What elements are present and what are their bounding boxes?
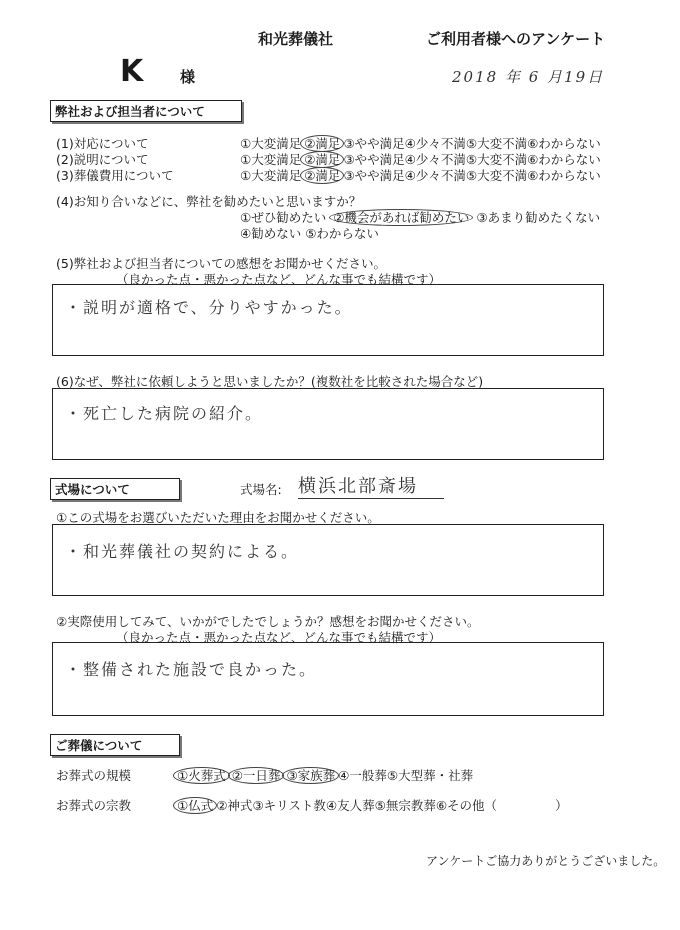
customer-initial: K	[120, 54, 144, 89]
survey-date: 2018 年 6 月19日	[452, 68, 605, 86]
q1-option-2-selected[interactable]: ②満足	[300, 135, 344, 152]
question-options-3	[240, 166, 601, 184]
scale-option-5[interactable]: ⑤大型葬・社葬	[386, 768, 474, 783]
q4-option-4[interactable]: ④勧めない	[240, 226, 302, 241]
q3-option-2-selected[interactable]: ②満足	[300, 167, 344, 184]
religion-option-2[interactable]: ②神式	[216, 798, 253, 813]
scale-option-1-selected[interactable]: ①火葬式	[173, 767, 230, 784]
q6-label: (6)なぜ、弊社に依頼しようと思いましたか？(複数社を比較された場合など)	[56, 374, 484, 389]
q3-option-4[interactable]: ④少々不満	[404, 168, 466, 183]
q5-sub: （良かった点・悪かった点など、どんな事でも結構です）	[116, 272, 442, 287]
religion-option-1-selected[interactable]: ①仏式	[173, 797, 217, 814]
q3-option-1[interactable]: ①大変満足	[240, 168, 302, 183]
company-name: 和光葬儀社	[258, 30, 334, 48]
q4-options-line2	[240, 224, 379, 242]
venue-q1-answer-box[interactable]	[52, 524, 604, 596]
q1-option-4[interactable]: ④少々不満	[404, 136, 466, 151]
q3-option-5[interactable]: ⑤大変不満	[465, 168, 528, 183]
q1-option-3[interactable]: ③やや満足	[343, 136, 405, 151]
q1-option-5[interactable]: ⑤大変不満	[465, 136, 528, 151]
q4-label: (4)お知り合いなどに、弊社を勧めたいと思いますか？	[56, 194, 362, 209]
venue-q2-answer-box[interactable]	[52, 642, 604, 716]
q4-option-3[interactable]: ③あまり勧めたくない	[476, 210, 601, 225]
question-label-1: (1)対応について	[56, 136, 149, 151]
q5-label: (5)弊社および担当者についての感想をお聞かせください。	[56, 256, 386, 271]
q2-option-3[interactable]: ③やや満足	[343, 152, 405, 167]
q2-option-4[interactable]: ④少々不満	[404, 152, 466, 167]
survey-title: ご利用者様へのアンケート	[426, 30, 606, 48]
q5-answer: ・説明が適格で、分りやすかった。	[65, 298, 353, 317]
q4-option-5[interactable]: ⑤わからない	[305, 226, 379, 241]
funeral-scale-options	[174, 766, 473, 784]
q2-option-1[interactable]: ①大変満足	[240, 152, 302, 167]
venue-q1-label: ①この式場をお選びいただいた理由をお聞かせください。	[56, 510, 380, 525]
scale-option-4[interactable]: ④一般葬	[338, 768, 387, 783]
funeral-religion-label: お葬式の宗教	[56, 798, 132, 813]
question-label-3: (3)葬儀費用について	[56, 168, 174, 183]
q1-option-1[interactable]: ①大変満足	[240, 136, 302, 151]
q6-answer-box[interactable]	[52, 388, 604, 460]
q4-option-2-selected[interactable]: ②機会があれば勧めたい	[329, 209, 473, 226]
section-tag-venue: 式場について	[50, 478, 180, 500]
religion-option-4[interactable]: ④友人葬	[325, 798, 375, 813]
q5-answer-box[interactable]	[52, 284, 604, 356]
q4-option-1[interactable]: ①ぜひ勧めたい	[240, 210, 327, 225]
q3-option-6[interactable]: ⑥わからない	[527, 168, 601, 183]
section-tag-funeral: ご葬儀について	[50, 734, 180, 756]
honorific: 様	[180, 68, 196, 86]
religion-option-5[interactable]: ⑤無宗教葬	[374, 798, 436, 813]
religion-option-7: ）	[555, 798, 568, 813]
scale-option-3-selected[interactable]: ③家族葬	[282, 767, 339, 784]
religion-option-6[interactable]: ⑥その他（	[435, 798, 498, 813]
q6-answer: ・死亡した病院の紹介。	[65, 404, 264, 423]
section-tag-staff: 弊社および担当者について	[50, 100, 242, 122]
venue-q2-label: ②実際使用してみて、いかがでしたでしょうか？感想をお聞かせください。	[56, 614, 480, 629]
venue-q2-answer: ・整備された施設で良かった。	[65, 660, 318, 679]
venue-q2-sub: （良かった点・悪かった点など、どんな事でも結構です）	[116, 630, 442, 645]
q2-option-5[interactable]: ⑤大変不満	[465, 152, 528, 167]
venue-label: 式場名:	[240, 482, 282, 497]
q2-option-6[interactable]: ⑥わからない	[527, 152, 601, 167]
q1-option-6[interactable]: ⑥わからない	[527, 136, 601, 151]
thanks-message: アンケートご協力ありがとうございました。	[426, 854, 666, 868]
funeral-religion-options	[174, 796, 568, 814]
scale-option-2-selected[interactable]: ②一日葬	[228, 767, 285, 784]
question-label-2: (2)説明について	[56, 152, 149, 167]
venue-q1-answer: ・和光葬儀社の契約による。	[65, 542, 300, 561]
q3-option-3[interactable]: ③やや満足	[343, 168, 405, 183]
religion-option-3[interactable]: ③キリスト教	[252, 798, 326, 813]
venue-name: 横浜北部斎場	[298, 472, 444, 499]
funeral-scale-label: お葬式の規模	[56, 768, 132, 783]
q2-option-2-selected[interactable]: ②満足	[300, 151, 344, 168]
